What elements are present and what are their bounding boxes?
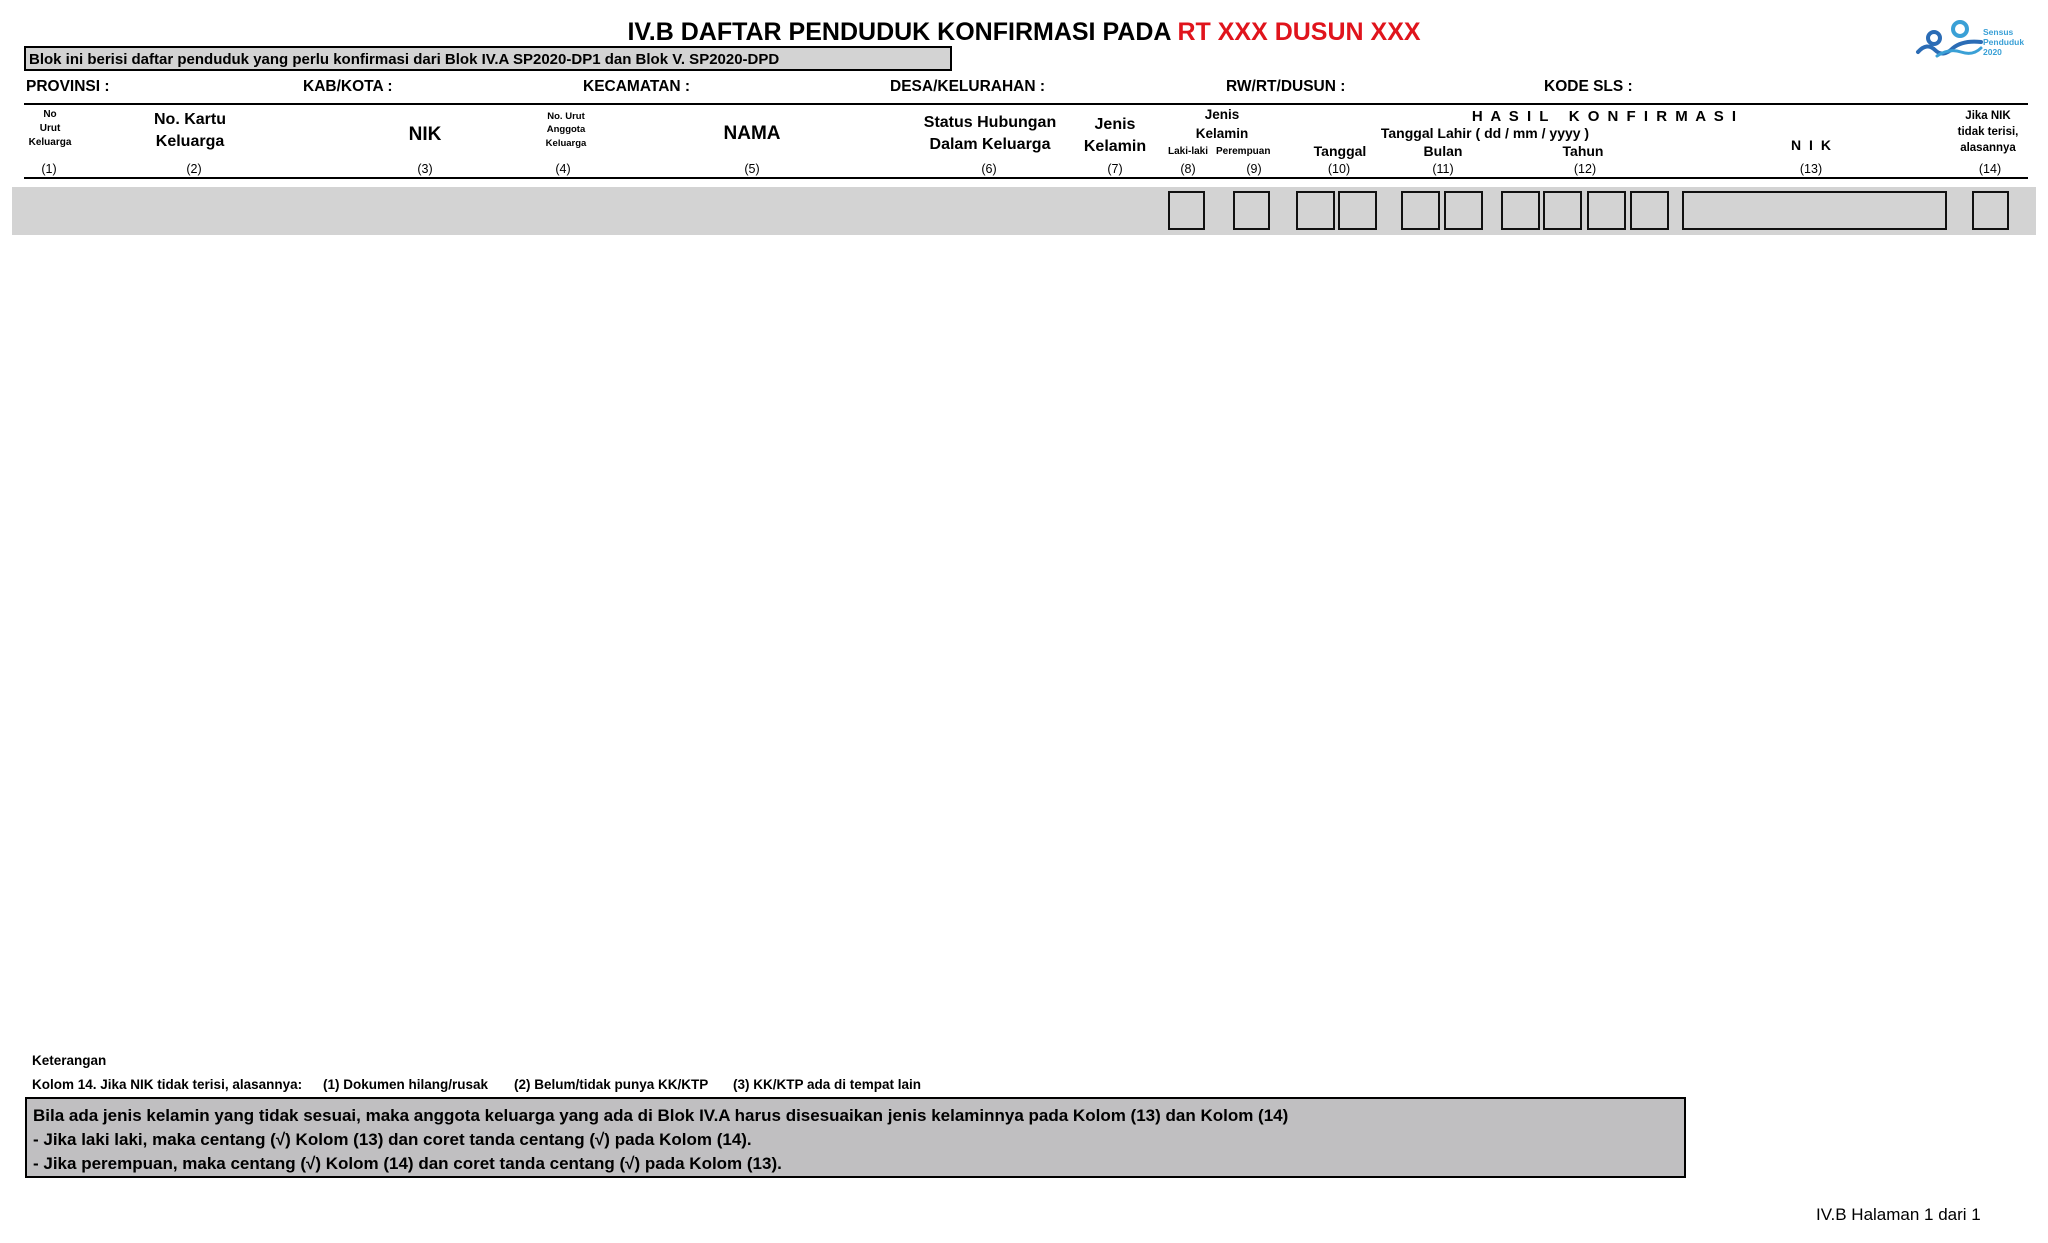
checkbox-perempuan[interactable] bbox=[1233, 191, 1270, 230]
header-jika-nik: Jika NIK tidak terisi, alasannya bbox=[1957, 110, 2019, 155]
col-num-7: (7) bbox=[1107, 162, 1123, 176]
col-num-5: (5) bbox=[744, 162, 760, 176]
header-tanggal: Tanggal bbox=[1313, 143, 1367, 159]
header-status-hubungan: Status Hubungan Dalam Keluarga bbox=[923, 114, 1057, 154]
page-title bbox=[0, 18, 2048, 47]
header-nama: NAMA bbox=[723, 123, 781, 144]
header-hasil-konfirmasi: H A S I L K O N F I R M A S I bbox=[1471, 108, 1739, 125]
header-nik: NIK bbox=[408, 124, 442, 145]
header-tahun: Tahun bbox=[1562, 143, 1604, 159]
col-num-4: (4) bbox=[555, 162, 571, 176]
sensus-penduduk-logo bbox=[1915, 18, 2035, 66]
logo-text-line2: Penduduk bbox=[1983, 37, 2025, 47]
keterangan-kolom14: Kolom 14. Jika NIK tidak terisi, alasannya: bbox=[32, 1077, 303, 1092]
input-tahun-digit-4[interactable] bbox=[1630, 191, 1669, 230]
col-num-11: (11) bbox=[1432, 162, 1454, 176]
note-line-2: - Jika laki laki, maka centang (√) Kolom (13) dan coret tanda centang (√) pada Kolom (14). bbox=[33, 1130, 752, 1149]
keterangan-reason-3: (3) KK/KTP ada di tempat lain bbox=[733, 1077, 922, 1092]
col-num-6: (6) bbox=[981, 162, 997, 176]
header-hk-laki-laki: Laki-laki bbox=[1168, 146, 1209, 157]
label-kode-sls: KODE SLS : bbox=[1544, 78, 1633, 95]
note-line-3: - Jika perempuan, maka centang (√) Kolom (14) dan coret tanda centang (√) pada Kolom (13). bbox=[33, 1154, 782, 1173]
label-provinsi: PROVINSI : bbox=[26, 78, 110, 95]
blok-description: Blok ini berisi daftar penduduk yang perlu konfirmasi dari Blok IV.A SP2020-DP1 dan Blok V. SP2020-DPD bbox=[24, 46, 952, 71]
input-tahun-digit-2[interactable] bbox=[1543, 191, 1582, 230]
logo-wave-icon bbox=[1915, 18, 1985, 62]
label-kabkota: KAB/KOTA : bbox=[303, 78, 393, 95]
keterangan-reason-2: (2) Belum/tidak punya KK/KTP bbox=[514, 1077, 709, 1092]
col-num-13: (13) bbox=[1799, 162, 1823, 176]
input-tahun-digit-1[interactable] bbox=[1501, 191, 1540, 230]
keterangan-title: Keterangan bbox=[32, 1053, 107, 1068]
header-no-kartu-keluarga: No. Kartu Keluarga bbox=[154, 111, 226, 151]
input-nik[interactable] bbox=[1682, 191, 1947, 230]
logo-text-line1: Sensus bbox=[1983, 27, 2014, 37]
header-bulan: Bulan bbox=[1423, 143, 1463, 159]
title-main: IV.B DAFTAR PENDUDUK KONFIRMASI PADA bbox=[627, 18, 1178, 46]
header-no-urut-anggota: No. Urut Anggota Keluarga bbox=[545, 111, 587, 149]
header-hk-nik: N I K bbox=[1791, 137, 1833, 153]
note-line-1: Bila ada jenis kelamin yang tidak sesuai, maka anggota keluarga yang ada di Blok IV.A harus disesuaikan jenis kelaminnya pada Kolom (13) dan Kolom (14) bbox=[33, 1106, 1289, 1125]
col-num-12: (12) bbox=[1573, 162, 1597, 176]
col-num-3: (3) bbox=[417, 162, 433, 176]
col-num-10: (10) bbox=[1327, 162, 1351, 176]
input-tanggal-digit-2[interactable] bbox=[1338, 191, 1377, 230]
label-rw-rt-dusun: RW/RT/DUSUN : bbox=[1226, 78, 1346, 95]
input-bulan-digit-1[interactable] bbox=[1401, 191, 1440, 230]
header-no-urut-keluarga: No Urut Keluarga bbox=[28, 109, 72, 148]
input-tanggal-digit-1[interactable] bbox=[1296, 191, 1335, 230]
input-tahun-digit-3[interactable] bbox=[1587, 191, 1626, 230]
header-jenis-kelamin: Jenis Kelamin bbox=[1083, 116, 1147, 156]
col-num-2: (2) bbox=[186, 162, 202, 176]
header-hk-perempuan: Perempuan bbox=[1216, 146, 1271, 157]
col-num-9: (9) bbox=[1246, 162, 1262, 176]
keterangan-reason-1: (1) Dokumen hilang/rusak bbox=[323, 1077, 489, 1092]
header-top-rule bbox=[24, 103, 2028, 105]
jenis-kelamin-note bbox=[25, 1097, 1686, 1178]
input-bulan-digit-2[interactable] bbox=[1444, 191, 1483, 230]
label-kecamatan: KECAMATAN : bbox=[583, 78, 691, 95]
col-num-1: (1) bbox=[41, 162, 57, 176]
header-bottom-rule bbox=[24, 177, 2028, 179]
logo-text-line3: 2020 bbox=[1983, 47, 2002, 57]
checkbox-laki-laki[interactable] bbox=[1168, 191, 1205, 230]
title-highlight: RT XXX DUSUN XXX bbox=[1177, 18, 1421, 46]
header-hk-jenis-kelamin: Jenis Kelamin bbox=[1195, 107, 1249, 141]
input-alasan-nik[interactable] bbox=[1972, 191, 2009, 230]
page-number: IV.B Halaman 1 dari 1 bbox=[1816, 1205, 1981, 1224]
col-num-8: (8) bbox=[1180, 162, 1196, 176]
col-num-14: (14) bbox=[1978, 162, 2002, 176]
label-desa-kelurahan: DESA/KELURAHAN : bbox=[890, 78, 1045, 95]
header-tanggal-lahir: Tanggal Lahir ( dd / mm / yyyy ) bbox=[1380, 125, 1590, 141]
